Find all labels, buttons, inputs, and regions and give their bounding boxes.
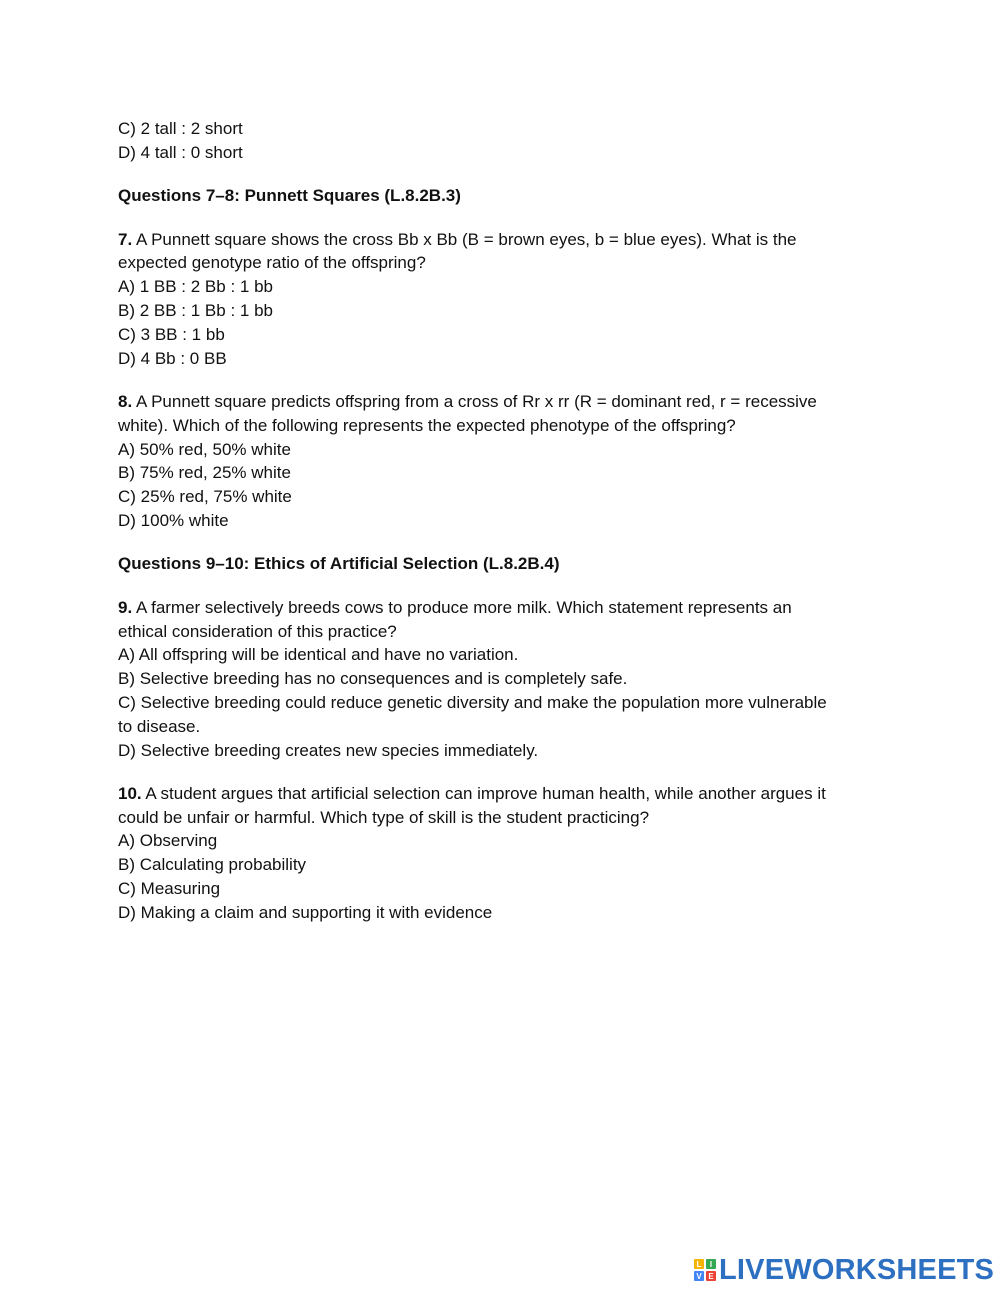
question-8-text-cont: white). Which of the following represents the expected phenotype of the offspring? [118, 415, 736, 435]
question-7-option-b: B) 2 BB : 1 Bb : 1 bb [118, 300, 273, 320]
question-7-text: A Punnett square shows the cross Bb x Bb (B = brown eyes, b = blue eyes). What is the [132, 229, 797, 249]
question-7-text-cont: expected genotype ratio of the offspring? [118, 253, 426, 273]
question-9-option-c: C) Selective breeding could reduce genetic diversity and make the population more vulnerable [118, 692, 827, 712]
question-9-option-b: B) Selective breeding has no consequences and is completely safe. [118, 669, 628, 689]
question-10-number: 10. [118, 783, 142, 803]
question-9-option-a: A) All offspring will be identical and have no variation. [118, 645, 519, 665]
question-8-option-b: B) 75% red, 25% white [118, 463, 291, 483]
question-8-option-c: C) 25% red, 75% white [118, 487, 292, 507]
brand-name: LIVEWORKSHEETS [719, 1253, 995, 1286]
logo-tile-l: L [694, 1259, 704, 1269]
question-8-option-d: D) 100% white [118, 510, 229, 530]
section-heading-9-10: Questions 9–10: Ethics of Artificial Selection (L.8.2B.4) [118, 554, 560, 574]
logo-tile-i: I [706, 1259, 716, 1269]
logo-tile-e: E [706, 1271, 716, 1281]
question-9-option-c-cont: to disease. [118, 716, 201, 736]
option-c-carryover: C) 2 tall : 2 short [118, 119, 243, 138]
question-9-number: 9. [118, 597, 133, 617]
question-7 [118, 228, 888, 371]
question-9-option-d: D) Selective breeding creates new species immediately. [118, 740, 539, 760]
question-7-number: 7. [118, 229, 133, 249]
question-7-option-a: A) 1 BB : 2 Bb : 1 bb [118, 277, 273, 297]
logo-tile-v: V [694, 1271, 704, 1281]
question-8-number: 8. [118, 391, 133, 411]
question-8-option-a: A) 50% red, 50% white [118, 439, 291, 459]
liveworksheets-logo [694, 1253, 994, 1287]
question-10-text-cont: could be unfair or harmful. Which type of skill is the student practicing? [118, 807, 650, 827]
worksheet-page [118, 117, 888, 925]
question-10-option-a: A) Observing [118, 831, 218, 851]
question-10-option-c: C) Measuring [118, 879, 221, 899]
question-7-option-d: D) 4 Bb : 0 BB [118, 348, 227, 368]
question-9-text-cont: ethical consideration of this practice? [118, 621, 397, 641]
logo-tiles-icon [694, 1259, 716, 1281]
question-10-option-d: D) Making a claim and supporting it with evidence [118, 902, 493, 922]
question-9-text: A farmer selectively breeds cows to produce more milk. Which statement represents an [132, 597, 792, 617]
question-10 [118, 782, 888, 925]
question-10-text: A student argues that artificial selection can improve human health, while another argues it [141, 783, 826, 803]
option-d-carryover: D) 4 tall : 0 short [118, 142, 243, 162]
question-7-option-c: C) 3 BB : 1 bb [118, 324, 225, 344]
section-heading-7-8: Questions 7–8: Punnett Squares (L.8.2B.3) [118, 186, 461, 206]
question-8-text: A Punnett square predicts offspring from a cross of Rr x rr (R = dominant red, r = recessive [132, 391, 817, 411]
question-9 [118, 596, 888, 763]
question-8 [118, 390, 888, 533]
question-10-option-b: B) Calculating probability [118, 855, 307, 875]
